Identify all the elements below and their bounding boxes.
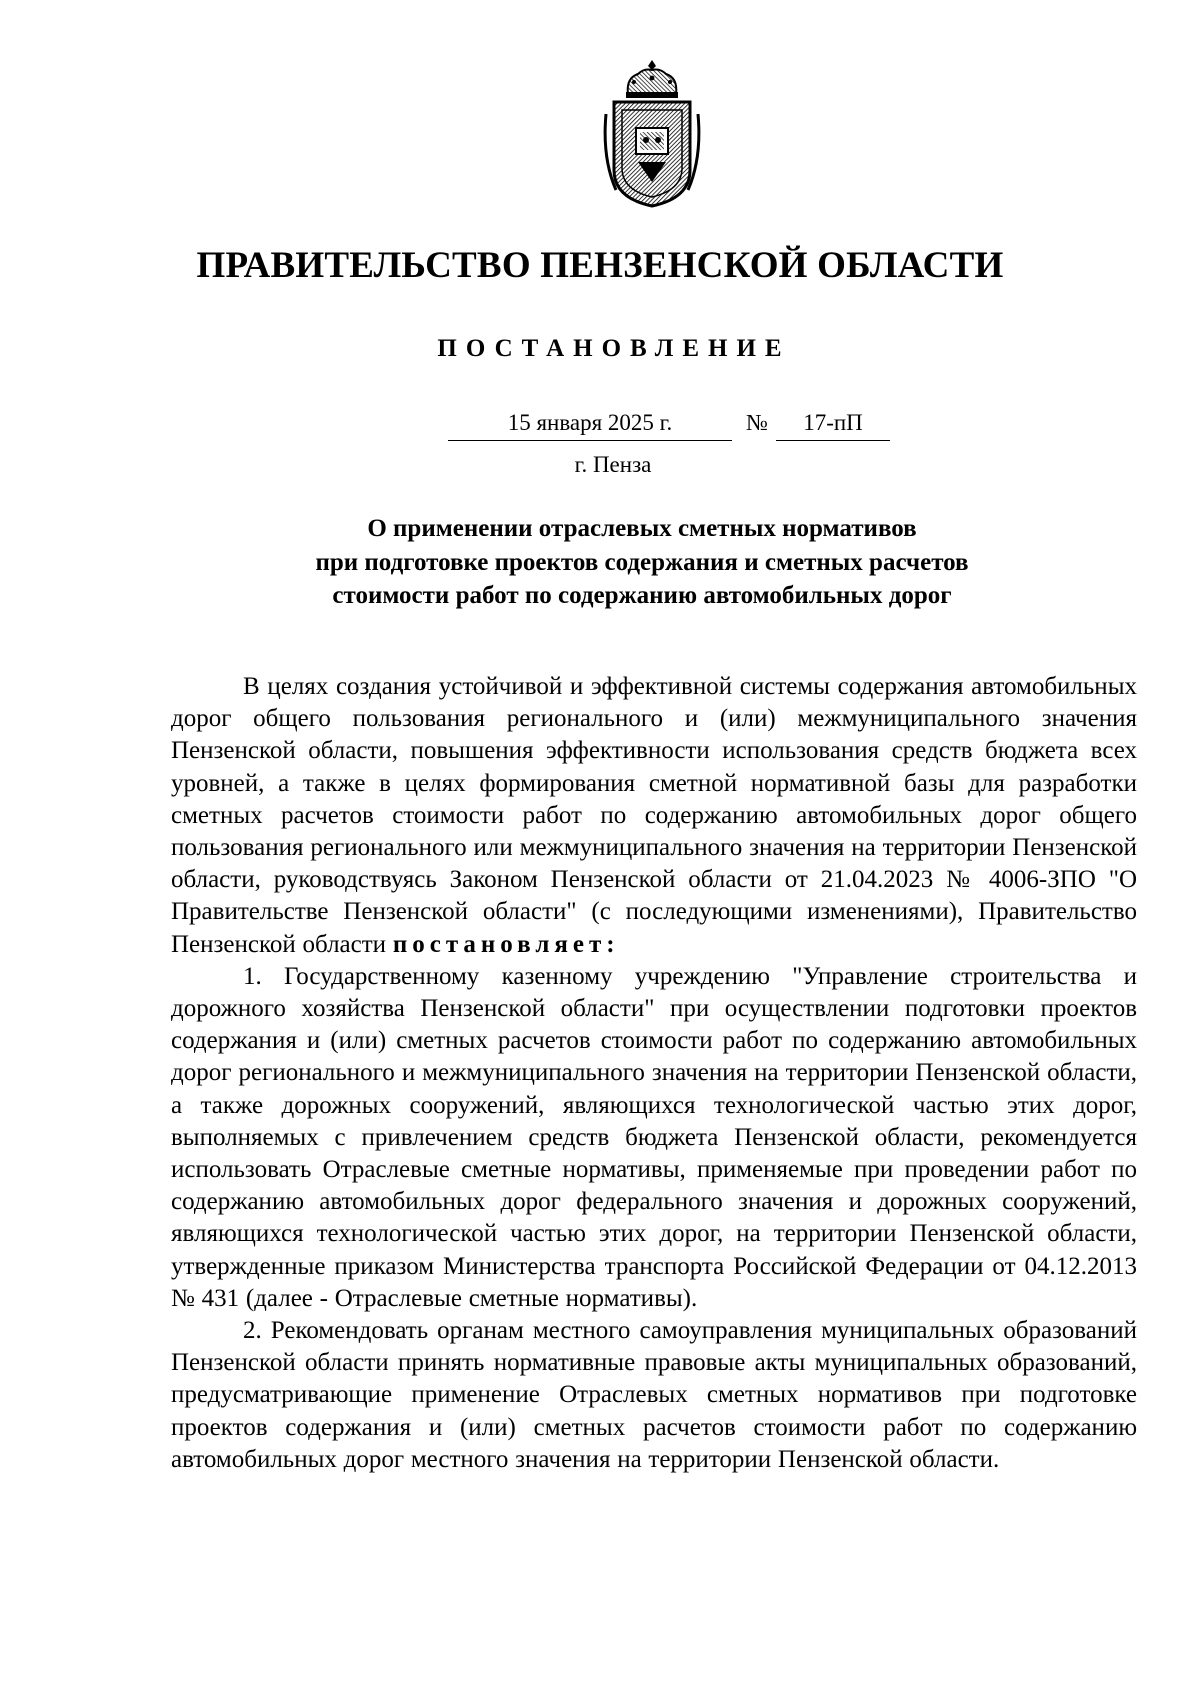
- organization-name: ПРАВИТЕЛЬСТВО ПЕНЗЕНСКОЙ ОБЛАСТИ: [196, 245, 1004, 286]
- preamble-text: В целях создания устойчивой и эффективной системы содержания автомобильных дорог общего пользования регионального и (или) межмуниципального значения Пензенской области, повышения эффективности использования средств бюджета всех уровней, а также в целях формирования сметной нормативной базы для разработки сметных расчетов стоимости работ по содержанию автомобильных дорог общего пользования регионального или межмуниципального значения на территории Пензенской области, руководствуясь Законом Пензенской области от 21.04.2023 № 4006-ЗПО "О Правительстве Пензенской области" (с последующими изменениями), Правительство Пензенской области: [171, 673, 1137, 958]
- registration-line: [0, 406, 1200, 440]
- heading-line: при подготовке проектов содержания и сметных расчетов: [315, 548, 969, 576]
- preamble-paragraph: [171, 671, 1137, 961]
- document-city: г. Пенза: [574, 452, 652, 477]
- document-body: [171, 671, 1137, 1476]
- heading-line: О применении отраслевых сметных нормативов: [367, 515, 917, 542]
- clause-paragraph: 1. Государственному казенному учреждению "Управление строительства и дорожного хозяйства Пензенской области" при осуществлении подготовки проектов содержания и (или) сметных расчетов стоимости работ по содержанию автомобильных дорог регионального и межмуниципального значения на территории Пензенской области, а также дорожных сооружений, являющихся технологической частью этих дорог, выполняемых с привлечением средств бюджета Пензенской области, рекомендуется использовать Отраслевые сметные нормативы, применяемые при проведении работ по содержанию автомобильных дорог федерального значения и дорожных сооружений, являющихся технологической частью этих дорог, на территории Пензенской области, утвержденные приказом Министерства транспорта Российской Федерации от 04.12.2013 № 431 (далее - Отраслевые сметные нормативы).: [171, 962, 1137, 1312]
- document-number: 17-пП: [776, 406, 890, 441]
- document-date: 15 января 2025 г.: [448, 406, 732, 441]
- document-type: ПОСТАНОВЛЕНИЕ: [437, 335, 791, 362]
- penza-region-coat-of-arms-icon: [598, 58, 706, 210]
- number-sign: №: [746, 410, 768, 435]
- clause-paragraph: 2. Рекомендовать органам местного самоуправления муниципальных образований Пензенской области принять нормативные правовые акты муниципальных образований, предусматривающие применение Отраслевых сметных нормативов при подготовке проектов содержания и (или) сметных расчетов стоимости работ по содержанию автомобильных дорог местного значения на территории Пензенской области.: [171, 1317, 1137, 1473]
- decree-word: постановляет:: [392, 930, 620, 958]
- heading-line: стоимости работ по содержанию автомобильных дорог: [332, 582, 952, 609]
- document-heading: [180, 512, 1080, 613]
